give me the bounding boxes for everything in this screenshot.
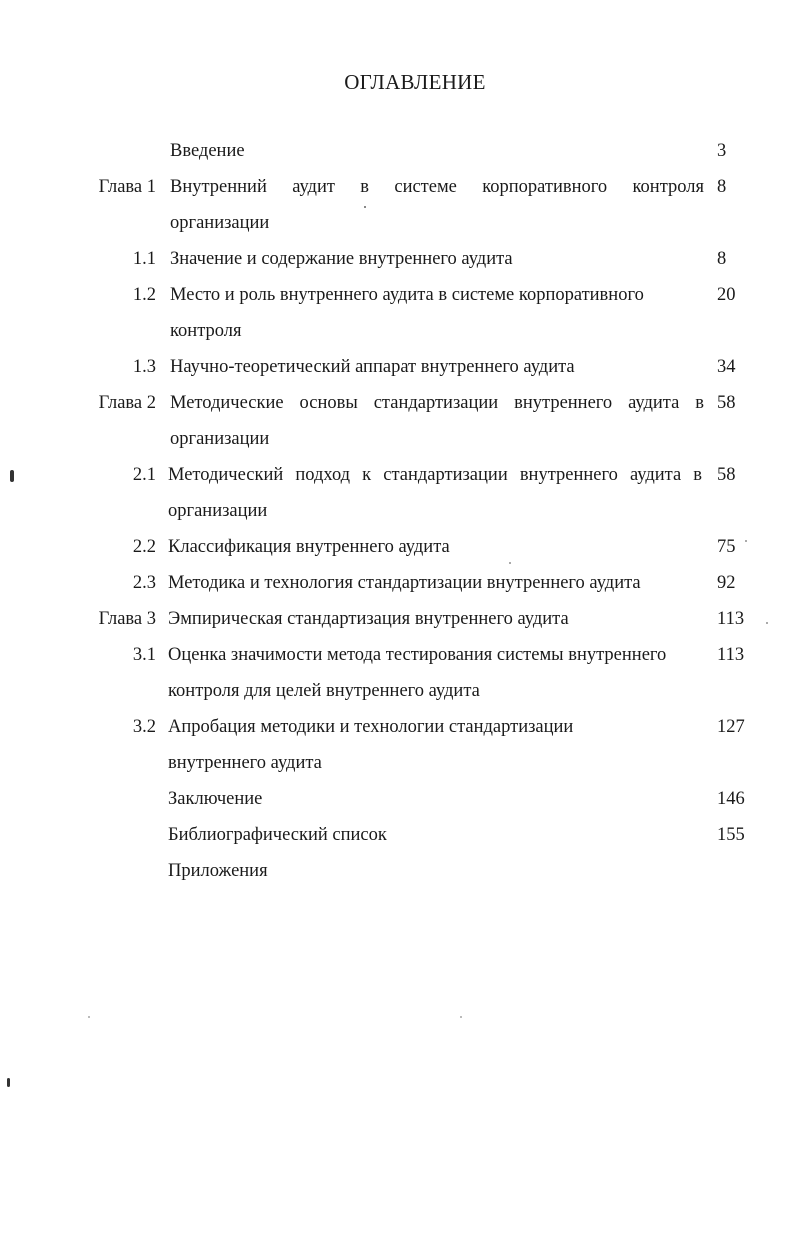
toc-entry-title: Библиографический список [168, 825, 387, 845]
toc-entry-number: 3.2 [132, 717, 156, 737]
toc-entry-number: 2.2 [132, 537, 156, 557]
toc-entry-title: Значение и содержание внутреннего аудита [170, 249, 513, 269]
scan-speck [766, 622, 768, 624]
toc-entry-page: 58 [717, 465, 736, 485]
toc-entry-page: 8 [717, 177, 727, 197]
toc-entry-page: 58 [717, 393, 736, 413]
toc-entry-title: Оценка значимости метода тестирования системы внутреннего контроля для целей внутреннего аудита [168, 645, 667, 701]
toc-entry-bibliography [0, 817, 796, 853]
toc-entry-introduction [0, 133, 796, 169]
toc-entry-title: Место и роль внутреннего аудита в системе корпоративного контроля [170, 285, 644, 341]
page-title: ОГЛАВЛЕНИЕ [344, 70, 486, 94]
toc-entry-section-2-2 [0, 529, 796, 565]
scan-mark [7, 1078, 10, 1087]
toc-entry-title: Внутренний аудит в системе корпоративного контроля организации [170, 177, 704, 233]
toc-entry-conclusion [0, 781, 796, 817]
toc-entry-section-3-1 [0, 637, 796, 709]
toc-entry-number: Глава 2 [98, 393, 156, 413]
table-of-contents [0, 133, 796, 889]
toc-entry-title: Заключение [168, 789, 263, 809]
toc-entry-page: 20 [717, 285, 736, 305]
toc-entry-number: 1.3 [132, 357, 156, 377]
toc-entry-page: 113 [717, 609, 745, 629]
toc-entry-title: Классификация внутреннего аудита [168, 537, 450, 557]
scan-speck [364, 206, 366, 208]
toc-entry-section-1-1 [0, 241, 796, 277]
toc-entry-page: 146 [717, 789, 745, 809]
toc-entry-number: 2.3 [132, 573, 156, 593]
toc-entry-section-1-3 [0, 349, 796, 385]
toc-entry-page: 75 [717, 537, 736, 557]
scan-speck [460, 1016, 462, 1018]
toc-entry-appendices [0, 853, 796, 889]
toc-entry-title: Методика и технология стандартизации внутреннего аудита [168, 573, 641, 593]
toc-entry-section-2-1 [0, 457, 796, 529]
toc-entry-section-3-2 [0, 709, 796, 781]
toc-entry-page: 155 [717, 825, 745, 845]
toc-entry-chapter-3 [0, 601, 796, 637]
toc-entry-section-2-3 [0, 565, 796, 601]
toc-entry-number: Глава 1 [98, 177, 156, 197]
toc-entry-chapter-1 [0, 169, 796, 241]
scan-mark [10, 470, 14, 482]
toc-entry-number: Глава 3 [98, 609, 156, 629]
toc-entry-page: 127 [717, 717, 745, 737]
toc-entry-title: Введение [170, 141, 245, 161]
toc-entry-number: 1.2 [132, 285, 156, 305]
toc-entry-chapter-2 [0, 385, 796, 457]
toc-entry-section-1-2 [0, 277, 796, 349]
scan-speck [88, 1016, 90, 1018]
toc-entry-title: Методический подход к стандартизации внутреннего аудита в организации [168, 465, 702, 521]
toc-entry-page: 8 [717, 249, 727, 269]
toc-entry-page: 113 [717, 645, 745, 665]
toc-entry-number: 2.1 [132, 465, 156, 485]
scan-speck [745, 540, 747, 542]
toc-entry-title: Эмпирическая стандартизация внутреннего аудита [168, 609, 569, 629]
scan-speck [509, 562, 511, 564]
toc-entry-page: 3 [717, 141, 727, 161]
toc-entry-number: 1.1 [132, 249, 156, 269]
toc-entry-page: 92 [717, 573, 736, 593]
toc-entry-title: Апробация методики и технологии стандартизации внутреннего аудита [168, 717, 574, 773]
toc-entry-title: Методические основы стандартизации внутреннего аудита в организации [170, 393, 704, 449]
toc-entry-title: Научно-теоретический аппарат внутреннего аудита [170, 357, 575, 377]
toc-entry-title: Приложения [168, 861, 268, 881]
toc-entry-number: 3.1 [132, 645, 156, 665]
toc-entry-page: 34 [717, 357, 736, 377]
